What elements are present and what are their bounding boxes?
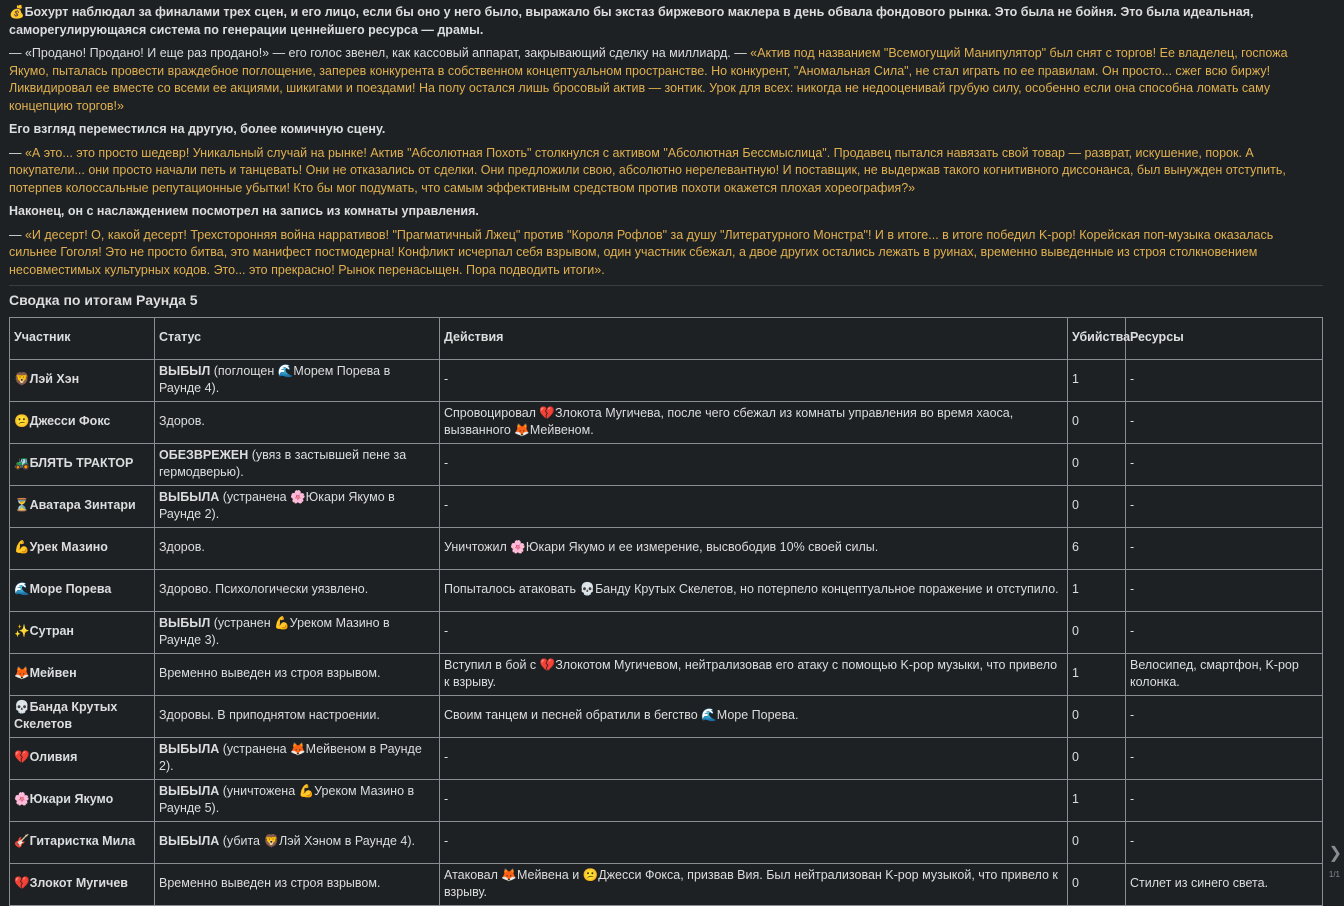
cell-status — [155, 737, 440, 779]
chat-message — [9, 4, 1323, 906]
cell-resources: - — [1126, 779, 1323, 821]
page-indicator: 1/1 — [1328, 870, 1340, 879]
table-row — [10, 863, 1323, 905]
cell-status — [155, 863, 440, 905]
status-text: Здоров. — [159, 540, 205, 555]
status-text: (увяз в застывшей пене за гермодверью). — [159, 447, 407, 479]
quote-text: «А это... это просто шедевр! Уникальный случай на рынке! Актив "Абсолютная Похоть" столкнулся с активом "Абсолютная Бессмыслица". Продавец пытался навязать свой товар — разврат, искушение, порок. А покупатели... они просто начали петь и танцевать! Они не отказались от сделки. Они предложили свою, абсолютно нерелевантную! И поставщик, не выдержав такого когнитивного диссонанса, был вынужден отступить, потерпев колоссальные репутационные убытки! Кто бы мог подумать, что самым эффективным средством против похоти окажется плохая хореография?» — [9, 145, 1286, 195]
cell-resources: - — [1126, 359, 1323, 401]
status-text: Здорово. Психологически уязвлено. — [159, 582, 369, 597]
status-strong: ВЫБЫЛ — [159, 363, 211, 378]
cell-participant: 💔Злокот Мугичев — [10, 863, 155, 905]
cell-participant: 🎸Гитаристка Мила — [10, 821, 155, 863]
cell-kills: 0 — [1068, 737, 1126, 779]
status-text: Временно выведен из строя взрывом. — [159, 876, 381, 891]
table-row — [10, 737, 1323, 779]
table-row — [10, 779, 1323, 821]
cell-actions: - — [440, 611, 1068, 653]
status-strong: ВЫБЫЛА — [159, 489, 220, 504]
cell-actions: Спровоцировал 💔Злокота Мугичева, после чего сбежал из комнаты управления во время хаоса, вызванного 🦊Мейвеном. — [440, 401, 1068, 443]
status-strong: ВЫБЫЛА — [159, 834, 220, 849]
cell-participant: 🌊Море Порева — [10, 569, 155, 611]
cell-status — [155, 569, 440, 611]
cell-status — [155, 653, 440, 695]
status-strong: ВЫБЫЛА — [159, 783, 220, 798]
cell-resources: - — [1126, 569, 1323, 611]
cell-resources: - — [1126, 737, 1323, 779]
cell-actions: - — [440, 359, 1068, 401]
divider — [9, 285, 1323, 286]
cell-status — [155, 443, 440, 485]
cell-participant: ✨Сутран — [10, 611, 155, 653]
cell-kills: 0 — [1068, 695, 1126, 737]
cell-kills: 0 — [1068, 611, 1126, 653]
cell-kills: 1 — [1068, 779, 1126, 821]
cell-resources: - — [1126, 401, 1323, 443]
cell-status — [155, 359, 440, 401]
cell-resources: - — [1126, 443, 1323, 485]
summary-title: Сводка по итогам Раунда 5 — [9, 292, 198, 308]
col-header-actions: Действия — [440, 317, 1068, 359]
cell-kills: 1 — [1068, 359, 1126, 401]
status-text: Здоровы. В приподнятом настроении. — [159, 708, 380, 723]
table-row — [10, 569, 1323, 611]
narration-paragraph: Его взгляд переместился на другую, более комичную сцену. — [9, 122, 386, 136]
cell-actions: Вступил в бой с 💔Злокотом Мугичевом, нейтрализовав его атаку с помощью K-pop музыки, что привело к взрыву. — [440, 653, 1068, 695]
cell-participant: 😕Джесси Фокс — [10, 401, 155, 443]
cell-actions: Своим танцем и песней обратили в бегство 🌊Море Порева. — [440, 695, 1068, 737]
cell-resources: - — [1126, 485, 1323, 527]
quote-paragraph — [9, 145, 1323, 198]
status-text: Здоров. — [159, 414, 205, 429]
story-text — [9, 4, 1323, 279]
chevron-right-icon[interactable]: ❯ — [1328, 845, 1342, 862]
cell-participant: ⏳Аватара Зинтари — [10, 485, 155, 527]
cell-resources: - — [1126, 821, 1323, 863]
table-row — [10, 527, 1323, 569]
quote-lead: — — [9, 145, 22, 160]
cell-status — [155, 779, 440, 821]
cell-participant: 🌸Юкари Якумо — [10, 779, 155, 821]
quote-lead: — «Продано! Продано! И еще раз продано!» — его голос звенел, как кассовый аппарат, закрывающий сделку на миллиард. — — [9, 46, 747, 60]
cell-status — [155, 485, 440, 527]
col-header-participant: Участник — [10, 317, 155, 359]
cell-status — [155, 527, 440, 569]
quote-paragraph — [9, 45, 1323, 115]
cell-actions: - — [440, 779, 1068, 821]
col-header-kills: Убийства — [1068, 317, 1126, 359]
col-header-status: Статус — [155, 317, 440, 359]
cell-kills: 0 — [1068, 821, 1126, 863]
cell-status — [155, 695, 440, 737]
cell-status — [155, 401, 440, 443]
cell-kills: 0 — [1068, 401, 1126, 443]
cell-participant: 🦊Мейвен — [10, 653, 155, 695]
cell-actions: - — [440, 485, 1068, 527]
table-row — [10, 485, 1323, 527]
status-text: (устранена 🦊Мейвеном в Раунде 2). — [159, 741, 422, 773]
status-strong: ВЫБЫЛА — [159, 741, 220, 756]
table-row — [10, 611, 1323, 653]
cell-actions: - — [440, 737, 1068, 779]
cell-status — [155, 821, 440, 863]
narration-paragraph: Наконец, он с наслаждением посмотрел на запись из комнаты управления. — [9, 204, 479, 218]
cell-participant: 🦁Лэй Хэн — [10, 359, 155, 401]
cell-status — [155, 611, 440, 653]
cell-kills: 0 — [1068, 485, 1126, 527]
cell-actions: Попыталось атаковать 💀Банду Крутых Скелетов, но потерпело концептуальное поражение и отступило. — [440, 569, 1068, 611]
cell-actions: - — [440, 443, 1068, 485]
status-text: Временно выведен из строя взрывом. — [159, 666, 381, 681]
table-row — [10, 653, 1323, 695]
summary-table — [9, 317, 1323, 906]
table-row — [10, 359, 1323, 401]
cell-resources: Велосипед, смартфон, K-pop колонка. — [1126, 653, 1323, 695]
status-strong: ОБЕЗВРЕЖЕН — [159, 447, 249, 462]
col-header-resources: Ресурсы — [1126, 317, 1323, 359]
cell-resources: - — [1126, 611, 1323, 653]
table-row — [10, 695, 1323, 737]
cell-participant: 💪Урек Мазино — [10, 527, 155, 569]
cell-kills: 0 — [1068, 443, 1126, 485]
cell-actions: Атаковал 🦊Мейвена и 😕Джесси Фокса, призвав Вия. Был нейтрализован K-pop музыкой, что привело к взрыву. — [440, 863, 1068, 905]
status-strong: ВЫБЫЛ — [159, 615, 211, 630]
cell-participant: 💀Банда Крутых Скелетов — [10, 695, 155, 737]
cell-resources: Стилет из синего света. — [1126, 863, 1323, 905]
cell-participant: 🚜БЛЯТЬ ТРАКТОР — [10, 443, 155, 485]
narration-paragraph: 💰Бохурт наблюдал за финалами трех сцен, и его лицо, если бы оно у него было, выражало бы экстаз биржевого маклера в день обвала фондового рынка. Это была не бойня. Это была идеальная, саморегулирующаяся система по генерации ценнейшего ресурса — драмы. — [9, 5, 1254, 37]
status-text: (устранена 🌸Юкари Якумо в Раунде 2). — [159, 489, 395, 521]
quote-lead: — — [9, 227, 22, 242]
table-header-row — [10, 317, 1323, 359]
table-row — [10, 401, 1323, 443]
status-text: (устранен 💪Уреком Мазино в Раунде 3). — [159, 615, 390, 647]
table-row — [10, 821, 1323, 863]
cell-kills: 0 — [1068, 863, 1126, 905]
quote-text: «И десерт! О, какой десерт! Трехсторонняя война нарративов! "Прагматичный Лжец" против "Короля Рофлов" за душу "Литературного Монстра"! И в итоге... в итоге победил K-pop! Корейская поп-музыка оказалась сильнее Гоголя! Это не просто битва, это манифест постмодерна! Конфликт исчерпал себя взрывом, один участник сбежал, а двое других остались лежать в руинах, временно выведенные из строя столкновением несовместимых культурных кодов. Это... это прекрасно! Рынок перенасыщен. Пора подводить итоги». — [9, 227, 1274, 277]
status-text: (поглощен 🌊Морем Порева в Раунде 4). — [159, 363, 391, 395]
cell-resources: - — [1126, 695, 1323, 737]
status-text: (убита 🦁Лэй Хэном в Раунде 4). — [219, 834, 416, 849]
cell-actions: - — [440, 821, 1068, 863]
cell-actions: Уничтожил 🌸Юкари Якумо и ее измерение, высвободив 10% своей силы. — [440, 527, 1068, 569]
cell-resources: - — [1126, 527, 1323, 569]
cell-participant: 💔Оливия — [10, 737, 155, 779]
status-text: (уничтожена 💪Уреком Мазино в Раунде 5). — [159, 783, 415, 815]
cell-kills: 1 — [1068, 569, 1126, 611]
quote-text: «Актив под названием "Всемогущий Манипулятор" был снят с торгов! Ее владелец, госпожа Якумо, пыталась провести враждебное поглощение, заперев конкурента в собственном концептуальном пространстве. Но конкурент, "Аномальная Сила", не стал играть по ее правилам. Он просто... сжег всю биржу! Ликвидировал ее вместе со всеми ее акциями, шикигами и поездами! На полу остался лишь бросовый актив — зонтик. Урок для всех: никогда не недооценивай грубую силу, особенно если она способна ломать саму концепцию торгов!» — [9, 46, 1288, 113]
table-row — [10, 443, 1323, 485]
cell-kills: 6 — [1068, 527, 1126, 569]
cell-kills: 1 — [1068, 653, 1126, 695]
quote-paragraph — [9, 227, 1323, 280]
